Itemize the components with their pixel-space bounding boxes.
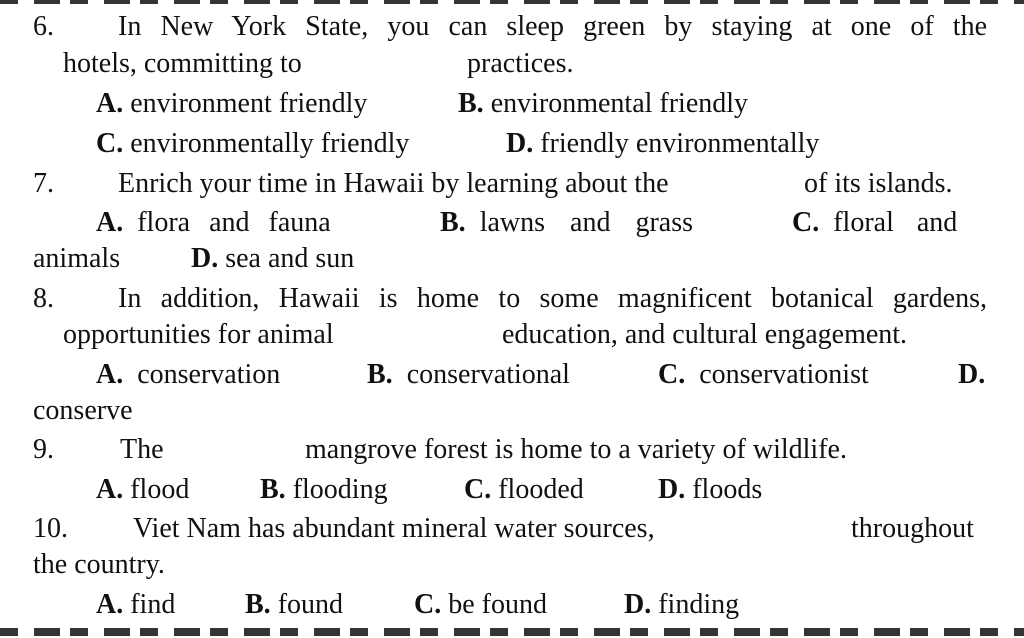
- option-text: flood: [130, 474, 190, 505]
- question-6-option-c[interactable]: [96, 127, 409, 161]
- question-stem-text: education, and cultural engagement.: [502, 319, 908, 350]
- option-letter: D.: [624, 589, 652, 620]
- question-number: 9.: [33, 434, 54, 465]
- question-6-option-b[interactable]: [458, 87, 748, 121]
- question-10-stem-line-2: [33, 548, 165, 582]
- question-9-stem-a: [120, 433, 164, 467]
- question-6-stem-text-2b: practices.: [467, 48, 574, 79]
- question-6-stem-text-2a: hotels, committing to: [63, 48, 302, 79]
- question-stem-text: of its islands.: [804, 168, 953, 199]
- question-7-option-c[interactable]: [792, 206, 957, 240]
- question-8-stem-line-2b: [502, 318, 907, 352]
- question-stem-text: mangrove forest is home to a variety of wildlife.: [305, 434, 847, 465]
- question-8-option-a[interactable]: [96, 358, 280, 392]
- option-text: animals: [33, 243, 121, 274]
- question-stem-text: In addition, Hawaii is home to some magnificent botanical gardens,: [118, 283, 987, 314]
- option-text: environmental friendly: [490, 88, 749, 119]
- question-stem-text: throughout: [851, 513, 974, 544]
- question-7-stem-b: [804, 167, 953, 201]
- question-7-option-a[interactable]: [96, 206, 331, 240]
- question-number: 8.: [33, 283, 54, 314]
- option-text: conserve: [33, 395, 133, 426]
- option-letter: A.: [96, 589, 124, 620]
- question-7-stem-a: [118, 167, 669, 201]
- option-text: friendly environmentally: [540, 128, 820, 159]
- question-6-line-1: [33, 10, 987, 44]
- question-9-option-c[interactable]: [464, 473, 584, 507]
- question-8-option-d[interactable]: [958, 358, 985, 392]
- question-8-number: [33, 282, 54, 316]
- question-10-number: [33, 512, 68, 546]
- option-text: environment friendly: [130, 88, 368, 119]
- question-7-option-c-continued: [33, 242, 120, 276]
- question-8-option-b[interactable]: [367, 358, 570, 392]
- question-stem-text: Enrich your time in Hawaii by learning about the: [118, 168, 669, 199]
- option-text: environmentally friendly: [130, 128, 410, 159]
- question-10-stem-a: [133, 512, 655, 546]
- cropped-text-top: [0, 0, 1024, 6]
- question-10-option-d[interactable]: [624, 588, 739, 622]
- option-text: find: [130, 589, 176, 620]
- question-6-stem-text-1: In New York State, you can sleep green by staying at one of the: [118, 11, 987, 42]
- question-6-number: 6.: [33, 11, 54, 42]
- option-letter: D.: [506, 128, 534, 159]
- question-6-option-d[interactable]: [506, 127, 819, 161]
- cropped-text-bottom: [0, 628, 1024, 638]
- option-letter: B.: [367, 359, 393, 390]
- question-stem-text: The: [120, 434, 164, 465]
- question-9-option-d[interactable]: [658, 473, 762, 507]
- question-10-option-a[interactable]: [96, 588, 175, 622]
- option-text: finding: [658, 589, 740, 620]
- question-6-line-2: [63, 47, 302, 81]
- question-stem-text: the country.: [33, 549, 165, 580]
- option-text: flora and fauna: [137, 207, 331, 238]
- option-letter: C.: [464, 474, 492, 505]
- question-8-stem-line-2a: [63, 318, 334, 352]
- question-stem-text: Viet Nam has abundant mineral water sources,: [133, 513, 655, 544]
- question-9-stem-b: [305, 433, 847, 467]
- question-9-option-a[interactable]: [96, 473, 189, 507]
- option-letter: D.: [958, 359, 986, 390]
- option-letter: A.: [96, 474, 124, 505]
- question-6-stem-line-1: [118, 10, 987, 44]
- option-text: found: [277, 589, 344, 620]
- option-letter: B.: [440, 207, 466, 238]
- option-letter: D.: [658, 474, 686, 505]
- option-text: conservationist: [699, 359, 869, 390]
- question-6-line-2b: [467, 47, 574, 81]
- question-10-option-c[interactable]: [414, 588, 547, 622]
- option-text: sea and sun: [225, 243, 355, 274]
- option-text: floral and: [833, 207, 958, 238]
- option-text: lawns and grass: [479, 207, 693, 238]
- question-number: 10.: [33, 513, 68, 544]
- question-7-option-b[interactable]: [440, 206, 693, 240]
- option-letter: C.: [792, 207, 820, 238]
- option-letter: D.: [191, 243, 219, 274]
- option-letter: B.: [245, 589, 271, 620]
- option-letter: A.: [96, 88, 124, 119]
- question-6-option-a[interactable]: [96, 87, 367, 121]
- question-8-option-c[interactable]: [658, 358, 869, 392]
- option-letter: C.: [658, 359, 686, 390]
- option-text: floods: [692, 474, 763, 505]
- option-letter: A.: [96, 207, 124, 238]
- option-text: conservational: [406, 359, 570, 390]
- question-8-stem-line-1: [118, 282, 987, 316]
- option-letter: A.: [96, 359, 124, 390]
- question-stem-text: opportunities for animal: [63, 319, 334, 350]
- question-9-option-b[interactable]: [260, 473, 388, 507]
- question-8-option-d-continued: [33, 394, 133, 428]
- option-letter: C.: [96, 128, 124, 159]
- option-letter: B.: [260, 474, 286, 505]
- question-number: 7.: [33, 168, 54, 199]
- option-text: be found: [448, 589, 547, 620]
- option-text: conservation: [137, 359, 281, 390]
- option-text: flooded: [498, 474, 584, 505]
- option-text: flooding: [292, 474, 388, 505]
- question-10-stem-b: [851, 512, 974, 546]
- option-letter: B.: [458, 88, 484, 119]
- question-7-option-d[interactable]: [191, 242, 354, 276]
- question-7-number: [33, 167, 54, 201]
- option-letter: C.: [414, 589, 442, 620]
- question-9-number: [33, 433, 54, 467]
- question-10-option-b[interactable]: [245, 588, 343, 622]
